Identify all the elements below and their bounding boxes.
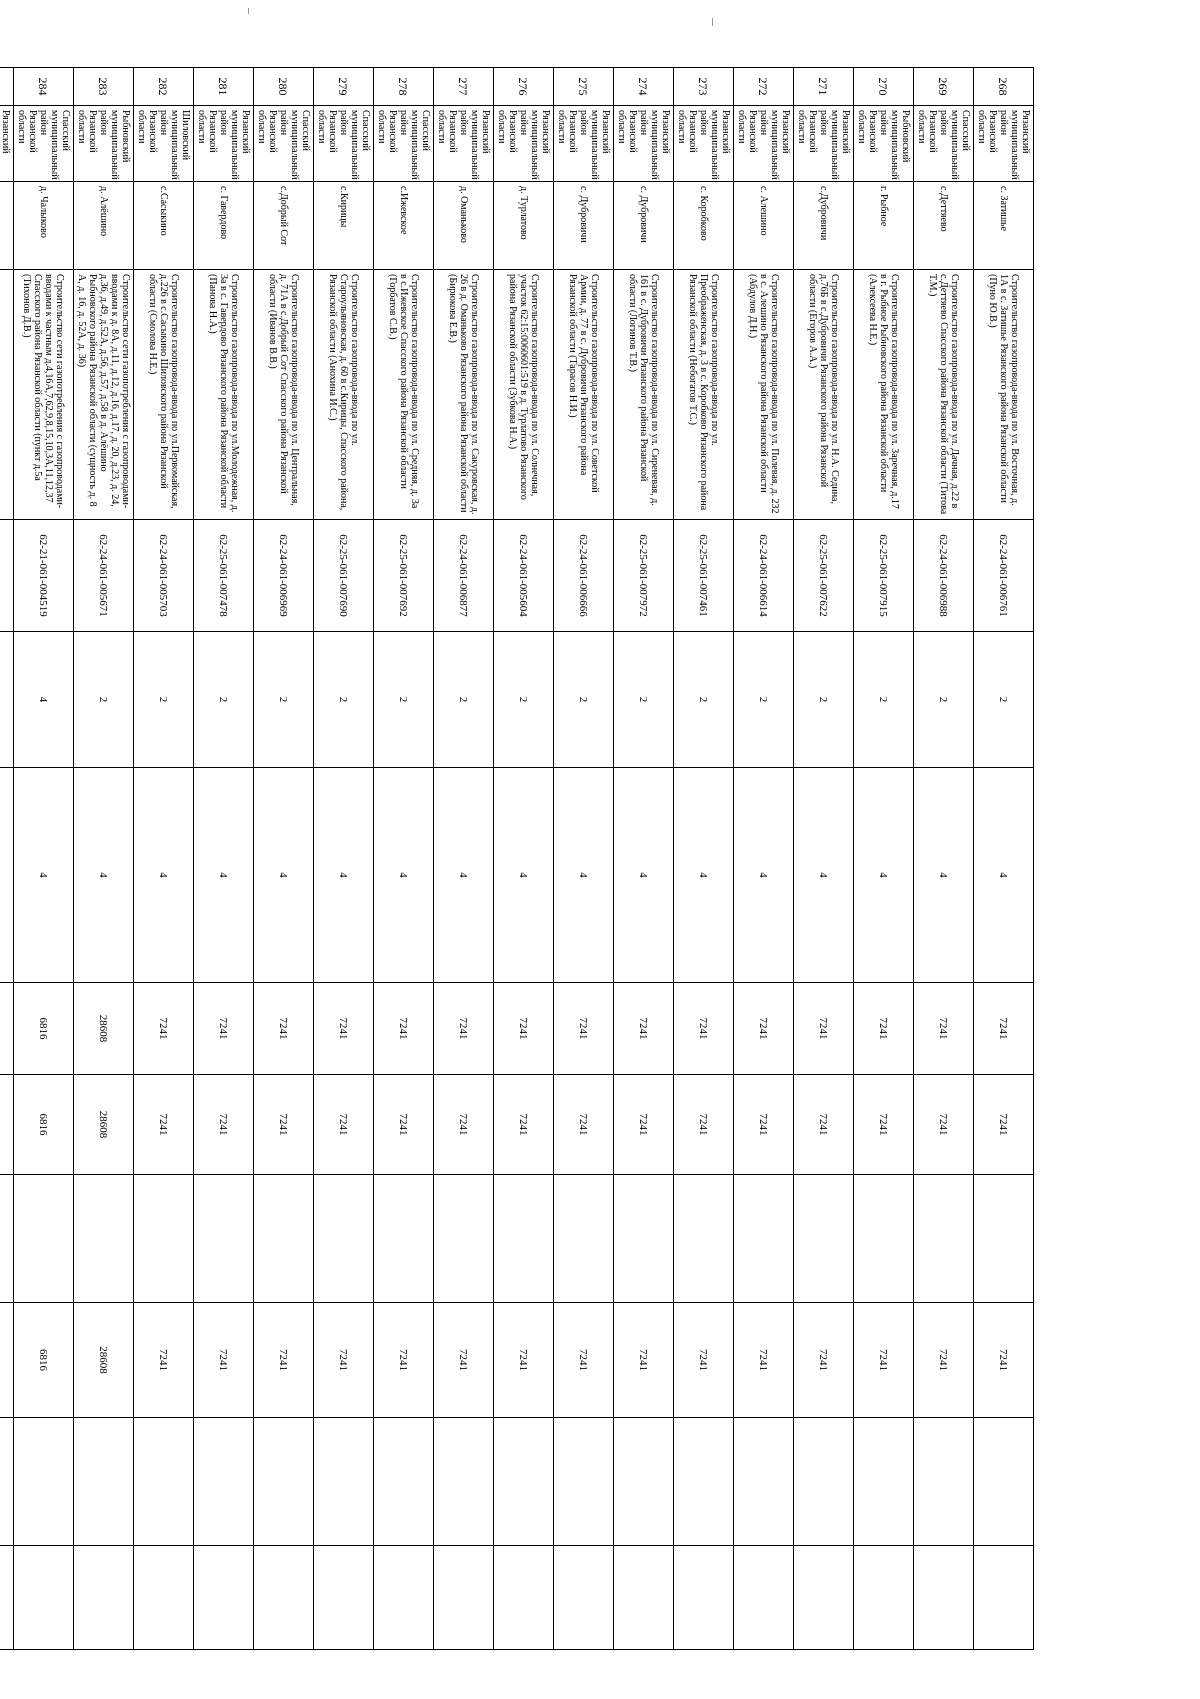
count-b-cell: 4 xyxy=(374,768,434,983)
value-1-cell: 7241 xyxy=(974,983,1034,1075)
count-a-cell: 2 xyxy=(254,632,314,768)
value-5-cell xyxy=(374,1418,434,1546)
value-2-cell: 7241 xyxy=(794,1075,854,1175)
value-2-cell: 7241 xyxy=(674,1075,734,1175)
value-1-cell: 28608 xyxy=(74,983,134,1075)
description-cell xyxy=(0,270,14,520)
value-4-cell: 7241 xyxy=(914,1303,974,1418)
value-6-cell xyxy=(974,1546,1034,1650)
count-a-cell: 2 xyxy=(674,632,734,768)
count-b-cell: 4 xyxy=(554,768,614,983)
count-b-cell: 4 xyxy=(914,768,974,983)
district-cell: Спасский муниципальный район Рязанской области xyxy=(914,106,974,182)
value-2-cell: 7241 xyxy=(554,1075,614,1175)
count-b-cell: 4 xyxy=(74,768,134,983)
count-b-cell: 4 xyxy=(434,768,494,983)
settlement-cell: с.Кирицы xyxy=(314,182,374,270)
code-cell: 62-24-061-006666 xyxy=(554,520,614,632)
description-cell: Строительство газопровода-ввода по ул. Центральная, д. 71А в с.Добрый Сот Спасского района Рязанской области (Иванов В.В.) xyxy=(254,270,314,520)
value-4-cell: 7241 xyxy=(794,1303,854,1418)
value-1-cell xyxy=(0,983,14,1075)
value-2-cell: 7241 xyxy=(134,1075,194,1175)
row-number: 272 xyxy=(734,68,794,106)
row-number: 271 xyxy=(794,68,854,106)
code-cell: 62-24-061-006988 xyxy=(914,520,974,632)
count-a-cell: 2 xyxy=(314,632,374,768)
value-3-cell xyxy=(974,1175,1034,1303)
table-row xyxy=(314,68,374,1650)
district-cell: Рязанский xyxy=(0,106,14,182)
value-4-cell: 7241 xyxy=(434,1303,494,1418)
value-2-cell: 7241 xyxy=(434,1075,494,1175)
value-6-cell xyxy=(254,1546,314,1650)
settlement-cell: с. Алешино xyxy=(734,182,794,270)
code-cell xyxy=(0,520,14,632)
value-4-cell: 7241 xyxy=(854,1303,914,1418)
count-b-cell: 4 xyxy=(794,768,854,983)
value-5-cell xyxy=(74,1418,134,1546)
count-a-cell: 2 xyxy=(974,632,1034,768)
value-5-cell xyxy=(314,1418,374,1546)
count-b-cell xyxy=(0,768,14,983)
value-6-cell xyxy=(914,1546,974,1650)
value-5-cell xyxy=(14,1418,74,1546)
description-cell: Строительство сети газопотребления с газопроводами-вводами к частным д.4,16А,7,62,9,8,15,10,3А,11,12,37 Спасского района Рязанской области (пункт д.5а (Тихонов Д.В.) xyxy=(14,270,74,520)
value-5-cell xyxy=(674,1418,734,1546)
value-3-cell xyxy=(674,1175,734,1303)
value-2-cell: 7241 xyxy=(614,1075,674,1175)
row-number: 284 xyxy=(14,68,74,106)
table-row xyxy=(434,68,494,1650)
district-cell: Рязанский муниципальный район Рязанской области xyxy=(674,106,734,182)
value-3-cell xyxy=(434,1175,494,1303)
table-row xyxy=(794,68,854,1650)
district-cell: Рязанский муниципальный район Рязанской области xyxy=(974,106,1034,182)
settlement-cell: д. Алёшино xyxy=(74,182,134,270)
value-2-cell: 7241 xyxy=(314,1075,374,1175)
district-cell: Спасский муниципальный район Рязанской области xyxy=(314,106,374,182)
row-number: 270 xyxy=(854,68,914,106)
value-3-cell xyxy=(494,1175,554,1303)
district-cell: Рязанский муниципальный район Рязанской области xyxy=(614,106,674,182)
settlement-cell: с. Гавердово xyxy=(194,182,254,270)
value-1-cell: 7241 xyxy=(914,983,974,1075)
row-number: 280 xyxy=(254,68,314,106)
value-5-cell xyxy=(854,1418,914,1546)
count-b-cell: 4 xyxy=(14,768,74,983)
value-2-cell: 7241 xyxy=(914,1075,974,1175)
value-4-cell: 7241 xyxy=(614,1303,674,1418)
value-3-cell xyxy=(854,1175,914,1303)
code-cell: 62-24-061-005604 xyxy=(494,520,554,632)
count-a-cell: 2 xyxy=(374,632,434,768)
table-row xyxy=(494,68,554,1650)
value-4-cell: 7241 xyxy=(314,1303,374,1418)
table-row xyxy=(374,68,434,1650)
count-a-cell: 2 xyxy=(494,632,554,768)
code-cell: 62-25-061-007690 xyxy=(314,520,374,632)
count-a-cell: 2 xyxy=(794,632,854,768)
district-cell: Рязанский муниципальный район Рязанской области xyxy=(554,106,614,182)
settlement-cell: д. Оманьково xyxy=(434,182,494,270)
settlement-cell: с.Дубровичи xyxy=(794,182,854,270)
value-2-cell: 7241 xyxy=(734,1075,794,1175)
value-4-cell: 7241 xyxy=(554,1303,614,1418)
code-cell: 62-24-061-006614 xyxy=(734,520,794,632)
settlement-cell: с.Ижевское xyxy=(374,182,434,270)
description-cell: Строительство газопровода-ввода по ул. Староульяновская, д. 60 в с.Кирицы, Спасского района, Рязанской области (Анохина И.С.) xyxy=(314,270,374,520)
value-2-cell: 7241 xyxy=(494,1075,554,1175)
value-1-cell: 7241 xyxy=(854,983,914,1075)
count-a-cell: 2 xyxy=(854,632,914,768)
settlement-cell: с.Сасыкино xyxy=(134,182,194,270)
value-1-cell: 7241 xyxy=(134,983,194,1075)
settlement-cell: с. Коробково xyxy=(674,182,734,270)
count-b-cell: 4 xyxy=(134,768,194,983)
rotated-table-wrapper xyxy=(0,67,1034,1649)
value-4-cell: 7241 xyxy=(134,1303,194,1418)
value-2-cell: 6816 xyxy=(14,1075,74,1175)
gas-pipeline-table xyxy=(0,67,1034,1650)
description-cell: Строительство газопровода-ввода по ул.Первомайская, д.226 в с.Сасыкино Шиловского района Рязанской области (Смолова Н.Е.) xyxy=(134,270,194,520)
table-row xyxy=(194,68,254,1650)
settlement-cell: с. Дубровичи xyxy=(614,182,674,270)
code-cell: 62-25-061-007461 xyxy=(674,520,734,632)
count-a-cell: 4 xyxy=(14,632,74,768)
value-3-cell xyxy=(614,1175,674,1303)
description-cell: Строительство газопровода-ввода по ул. Средняя, д. 3а в с.Ижевское Спасского района Рязанской области (Горбатов С.В.) xyxy=(374,270,434,520)
value-4-cell xyxy=(0,1303,14,1418)
scan-mark xyxy=(712,18,713,26)
value-1-cell: 7241 xyxy=(494,983,554,1075)
value-6-cell xyxy=(0,1546,14,1650)
value-5-cell xyxy=(254,1418,314,1546)
row-number: 278 xyxy=(374,68,434,106)
value-6-cell xyxy=(74,1546,134,1650)
district-cell: Спасский муниципальный район Рязанской области xyxy=(254,106,314,182)
value-3-cell xyxy=(74,1175,134,1303)
settlement-cell: д. Турлатово xyxy=(494,182,554,270)
value-1-cell: 7241 xyxy=(314,983,374,1075)
value-3-cell xyxy=(314,1175,374,1303)
code-cell: 62-24-061-006877 xyxy=(434,520,494,632)
count-b-cell: 4 xyxy=(734,768,794,983)
table-row xyxy=(974,68,1034,1650)
value-6-cell xyxy=(854,1546,914,1650)
description-cell: Строительство газопровода-ввода по ул. Полевая, д. 232 в с. Алешино Рязанского района Рязанской области (Абдулов Д.Н.) xyxy=(734,270,794,520)
row-number: 274 xyxy=(614,68,674,106)
settlement-cell: с.Деттяево xyxy=(914,182,974,270)
value-1-cell: 7241 xyxy=(434,983,494,1075)
description-cell: Строительство газопровода-ввода по ул.Молодежная, д. 3а в с. Гавердово Рязанского района Рязанской области (Панова Н.А.) xyxy=(194,270,254,520)
table-row xyxy=(734,68,794,1650)
code-cell: 62-24-061-005703 xyxy=(134,520,194,632)
table-row xyxy=(254,68,314,1650)
count-b-cell: 4 xyxy=(314,768,374,983)
district-cell: Рязанский муниципальный район Рязанской области xyxy=(494,106,554,182)
district-cell: Рязанский муниципальный район Рязанской области xyxy=(734,106,794,182)
count-b-cell: 4 xyxy=(254,768,314,983)
count-b-cell: 4 xyxy=(194,768,254,983)
district-cell: Спасский муниципальный район Рязанской области xyxy=(14,106,74,182)
value-5-cell xyxy=(734,1418,794,1546)
value-3-cell xyxy=(734,1175,794,1303)
count-a-cell: 2 xyxy=(134,632,194,768)
description-cell: Строительство газопровода-ввода по ул. Сиреневая, д. 161 в с. Дубровичи Рязанского района Рязанской области (Логинов Т.В.) xyxy=(614,270,674,520)
value-1-cell: 6816 xyxy=(14,983,74,1075)
code-cell: 62-25-061-007915 xyxy=(854,520,914,632)
value-5-cell xyxy=(794,1418,854,1546)
value-6-cell xyxy=(614,1546,674,1650)
count-b-cell: 4 xyxy=(494,768,554,983)
value-6-cell xyxy=(134,1546,194,1650)
district-cell: Рязанский муниципальный район Рязанской области xyxy=(194,106,254,182)
value-4-cell: 6816 xyxy=(14,1303,74,1418)
value-2-cell: 28608 xyxy=(74,1075,134,1175)
table-row xyxy=(134,68,194,1650)
value-1-cell: 7241 xyxy=(374,983,434,1075)
row-number: 268 xyxy=(974,68,1034,106)
value-6-cell xyxy=(494,1546,554,1650)
settlement-cell: д. Чалыково xyxy=(14,182,74,270)
settlement-cell: с.Добрый Сот xyxy=(254,182,314,270)
row-number xyxy=(0,68,14,106)
value-1-cell: 7241 xyxy=(614,983,674,1075)
description-cell: Строительство сети газопотребления с газопроводами-вводами к д. 8А, д.11, д.12, д.16, д.17, д. 20, д.23, д. 24, д.36, д.49, д.52А, д.56, д.57, д.58 в д. Алёшино Рыбновского района Рязанской области (сущность д. 8 А, д. 16, д. 52А, д. 36) xyxy=(74,270,134,520)
value-4-cell: 7241 xyxy=(734,1303,794,1418)
row-number: 279 xyxy=(314,68,374,106)
value-4-cell: 7241 xyxy=(974,1303,1034,1418)
value-5-cell xyxy=(194,1418,254,1546)
row-number: 275 xyxy=(554,68,614,106)
code-cell: 62-25-061-007622 xyxy=(794,520,854,632)
value-1-cell: 7241 xyxy=(794,983,854,1075)
value-2-cell: 7241 xyxy=(854,1075,914,1175)
district-cell: Рязанский муниципальный район Рязанской области xyxy=(434,106,494,182)
row-number: 282 xyxy=(134,68,194,106)
row-number: 281 xyxy=(194,68,254,106)
value-5-cell xyxy=(494,1418,554,1546)
count-a-cell: 2 xyxy=(734,632,794,768)
table-row xyxy=(14,68,74,1650)
description-cell: Строительство газопровода-ввода по ул. Советской Армии, д. 77 в с. Дубровичи Рязанского района Рязанской области (Тарасов Н.И.) xyxy=(554,270,614,520)
value-4-cell: 7241 xyxy=(194,1303,254,1418)
value-2-cell: 7241 xyxy=(194,1075,254,1175)
row-number: 277 xyxy=(434,68,494,106)
count-b-cell: 4 xyxy=(614,768,674,983)
value-5-cell xyxy=(974,1418,1034,1546)
settlement-cell: с. Дубровичи xyxy=(554,182,614,270)
value-6-cell xyxy=(554,1546,614,1650)
table-row xyxy=(554,68,614,1650)
value-6-cell xyxy=(794,1546,854,1650)
count-a-cell: 2 xyxy=(194,632,254,768)
value-3-cell xyxy=(794,1175,854,1303)
value-1-cell: 7241 xyxy=(254,983,314,1075)
description-cell: Строительство газопровода-ввода по ул. Восточная, д. 1А в с. Затишье Рязанского района Рязанской области (Пуно Ю.В.) xyxy=(974,270,1034,520)
value-5-cell xyxy=(134,1418,194,1546)
value-2-cell: 7241 xyxy=(974,1075,1034,1175)
value-3-cell xyxy=(254,1175,314,1303)
value-3-cell xyxy=(14,1175,74,1303)
value-5-cell xyxy=(434,1418,494,1546)
count-b-cell: 4 xyxy=(974,768,1034,983)
code-cell: 62-21-061-004519 xyxy=(14,520,74,632)
description-cell: Строительство газопровода-ввода по ул. Сакуровская, д. 26 в д. Оманьково Рязанского района Рязанской области (Бирюкова Е.В.) xyxy=(434,270,494,520)
district-cell: Шиловский муниципальный район Рязанской области xyxy=(134,106,194,182)
scan-mark xyxy=(248,8,249,14)
value-3-cell xyxy=(0,1175,14,1303)
value-4-cell: 7241 xyxy=(374,1303,434,1418)
value-1-cell: 7241 xyxy=(554,983,614,1075)
count-a-cell: 2 xyxy=(614,632,674,768)
count-b-cell: 4 xyxy=(854,768,914,983)
row-number: 276 xyxy=(494,68,554,106)
count-a-cell: 2 xyxy=(434,632,494,768)
value-2-cell: 7241 xyxy=(374,1075,434,1175)
row-number: 283 xyxy=(74,68,134,106)
row-number: 269 xyxy=(914,68,974,106)
value-6-cell xyxy=(374,1546,434,1650)
value-2-cell: 7241 xyxy=(254,1075,314,1175)
count-a-cell xyxy=(0,632,14,768)
table-row xyxy=(854,68,914,1650)
value-6-cell xyxy=(314,1546,374,1650)
value-3-cell xyxy=(194,1175,254,1303)
count-a-cell: 2 xyxy=(74,632,134,768)
description-cell: Строительство газопровода-ввода по ул. Солнечная, участок 62:15:0060601:519 в д. Турлатово Рязанского района Рязанской области (Зубкова Н.А.) xyxy=(494,270,554,520)
code-cell: 62-24-061-006969 xyxy=(254,520,314,632)
code-cell: 62-25-061-007478 xyxy=(194,520,254,632)
district-cell: Рыбновский муниципальный район Рязанской области xyxy=(74,106,134,182)
description-cell: Строительство газопровода-ввода по ул. Дачная, д.22 в с.Деттяево Спасского района Рязанской области (Титова Т.М.) xyxy=(914,270,974,520)
value-6-cell xyxy=(434,1546,494,1650)
settlement-cell: г. Рыбное xyxy=(854,182,914,270)
settlement-cell xyxy=(0,182,14,270)
value-3-cell xyxy=(914,1175,974,1303)
table-row xyxy=(74,68,134,1650)
value-1-cell: 7241 xyxy=(194,983,254,1075)
row-number: 273 xyxy=(674,68,734,106)
value-3-cell xyxy=(554,1175,614,1303)
value-5-cell xyxy=(914,1418,974,1546)
count-b-cell: 4 xyxy=(674,768,734,983)
count-a-cell: 2 xyxy=(914,632,974,768)
value-4-cell: 28608 xyxy=(74,1303,134,1418)
code-cell: 62-24-061-005671 xyxy=(74,520,134,632)
value-5-cell xyxy=(614,1418,674,1546)
settlement-cell: с. Затишье xyxy=(974,182,1034,270)
value-3-cell xyxy=(374,1175,434,1303)
count-a-cell: 2 xyxy=(554,632,614,768)
code-cell: 62-24-061-006761 xyxy=(974,520,1034,632)
value-5-cell xyxy=(554,1418,614,1546)
table-row xyxy=(674,68,734,1650)
description-cell: Строительство газопровода-ввода по ул. Н.А. Седина, д.76Б в с.Дубровичи Рязанского района Рязанской области (Егоров А.А.) xyxy=(794,270,854,520)
value-4-cell: 7241 xyxy=(254,1303,314,1418)
description-cell: Строительство газопровода-ввода по ул. Заречная, д.17 в г. Рыбное Рыбновского района Рязанской области (Алексеева Н.Е.) xyxy=(854,270,914,520)
description-cell: Строительство газопровода-ввода по ул. Преображенская, д. 3 в с. Коробково Рязанского района Рязанской области (Небогатов Т.С.) xyxy=(674,270,734,520)
value-6-cell xyxy=(194,1546,254,1650)
table-row xyxy=(0,68,14,1650)
value-3-cell xyxy=(134,1175,194,1303)
district-cell: Рязанский муниципальный район Рязанской области xyxy=(794,106,854,182)
value-2-cell xyxy=(0,1075,14,1175)
value-1-cell: 7241 xyxy=(674,983,734,1075)
value-6-cell xyxy=(674,1546,734,1650)
value-6-cell xyxy=(14,1546,74,1650)
value-5-cell xyxy=(0,1418,14,1546)
district-cell: Рыбновский муниципальный район Рязанской области xyxy=(854,106,914,182)
table-row xyxy=(614,68,674,1650)
code-cell: 62-25-061-007692 xyxy=(374,520,434,632)
value-4-cell: 7241 xyxy=(494,1303,554,1418)
value-1-cell: 7241 xyxy=(734,983,794,1075)
table-row xyxy=(914,68,974,1650)
district-cell: Спасский муниципальный район Рязанской области xyxy=(374,106,434,182)
code-cell: 62-25-061-007972 xyxy=(614,520,674,632)
value-6-cell xyxy=(734,1546,794,1650)
value-4-cell: 7241 xyxy=(674,1303,734,1418)
